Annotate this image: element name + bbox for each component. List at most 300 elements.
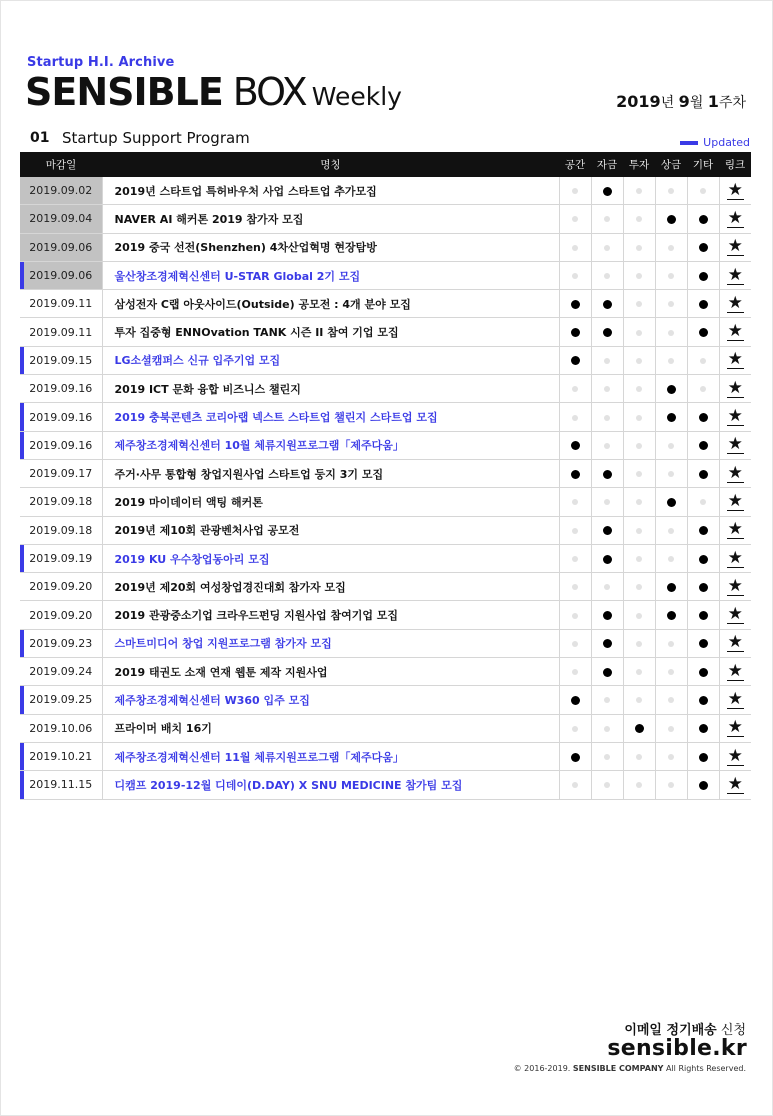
- empty-dot-icon: [604, 358, 610, 364]
- row-deadline: 2019.10.06: [20, 714, 102, 742]
- row-program-name: 제주창조경제혁신센터 11월 체류지원프로그램「제주다움」: [102, 742, 559, 770]
- subscribe-bold: 이메일 정기배송: [624, 1023, 717, 1038]
- empty-dot-icon: [636, 669, 642, 675]
- empty-dot-icon: [668, 443, 674, 449]
- site-link[interactable]: sensible.kr: [607, 1036, 747, 1061]
- row-flag-funding: [591, 233, 623, 261]
- empty-dot-icon: [668, 556, 674, 562]
- row-flag-space: [559, 233, 591, 261]
- table-row: [20, 686, 751, 714]
- row-link: [719, 488, 751, 516]
- row-link: [719, 516, 751, 544]
- star-link-icon[interactable]: ★: [727, 490, 743, 511]
- row-flag-prize: [655, 658, 687, 686]
- table-row: [20, 488, 751, 516]
- table-row: [20, 431, 751, 459]
- row-flag-prize: [655, 290, 687, 318]
- row-link: [719, 403, 751, 431]
- row-flag-space: [559, 431, 591, 459]
- star-link-icon[interactable]: ★: [727, 406, 743, 427]
- empty-dot-icon: [668, 358, 674, 364]
- filled-dot-icon: [699, 639, 708, 648]
- row-flag-other: [687, 686, 719, 714]
- table-row: [20, 629, 751, 657]
- filled-dot-icon: [667, 215, 676, 224]
- row-flag-funding: [591, 629, 623, 657]
- empty-dot-icon: [572, 726, 578, 732]
- row-flag-space: [559, 346, 591, 374]
- empty-dot-icon: [668, 471, 674, 477]
- row-flag-prize: [655, 205, 687, 233]
- filled-dot-icon: [571, 696, 580, 705]
- row-flag-prize: [655, 714, 687, 742]
- row-flag-investment: [623, 742, 655, 770]
- row-program-name: 프라이머 배치 16기: [102, 714, 559, 742]
- row-flag-space: [559, 573, 591, 601]
- filled-dot-icon: [603, 639, 612, 648]
- row-flag-other: [687, 431, 719, 459]
- row-program-name: 2019 태권도 소재 연재 웹툰 제작 지원사업: [102, 658, 559, 686]
- table-row: [20, 375, 751, 403]
- table-row: [20, 544, 751, 572]
- table-row: [20, 233, 751, 261]
- row-flag-other: [687, 290, 719, 318]
- row-flag-funding: [591, 290, 623, 318]
- empty-dot-icon: [604, 782, 610, 788]
- row-flag-investment: [623, 403, 655, 431]
- row-program-name: 2019 관광중소기업 크라우드펀딩 지원사업 참여기업 모집: [102, 601, 559, 629]
- row-link: [719, 601, 751, 629]
- row-link: [719, 318, 751, 346]
- table-row: [20, 771, 751, 799]
- star-link-icon[interactable]: ★: [727, 519, 743, 540]
- row-flag-funding: [591, 318, 623, 346]
- row-flag-space: [559, 261, 591, 289]
- row-flag-space: [559, 318, 591, 346]
- copyright: [514, 1064, 746, 1073]
- star-link-icon[interactable]: ★: [727, 264, 743, 285]
- empty-dot-icon: [668, 330, 674, 336]
- row-flag-funding: [591, 488, 623, 516]
- star-link-icon[interactable]: ★: [727, 236, 743, 257]
- archive-label: Startup H.I. Archive: [27, 55, 175, 70]
- empty-dot-icon: [572, 273, 578, 279]
- empty-dot-icon: [572, 188, 578, 194]
- header-other: 기타: [687, 152, 719, 177]
- table-row: [20, 516, 751, 544]
- row-flag-investment: [623, 346, 655, 374]
- header-investment: 투자: [623, 152, 655, 177]
- filled-dot-icon: [699, 441, 708, 450]
- row-flag-investment: [623, 177, 655, 205]
- row-flag-other: [687, 658, 719, 686]
- empty-dot-icon: [604, 216, 610, 222]
- row-deadline: 2019.09.06: [20, 261, 102, 289]
- row-flag-prize: [655, 346, 687, 374]
- row-flag-space: [559, 771, 591, 799]
- empty-dot-icon: [636, 358, 642, 364]
- row-flag-space: [559, 177, 591, 205]
- copyright-years: © 2016-2019.: [513, 1064, 571, 1073]
- star-link-icon[interactable]: ★: [727, 377, 743, 398]
- week-number-unit: 주차: [718, 95, 746, 111]
- updated-legend-bar: [680, 141, 698, 145]
- empty-dot-icon: [668, 301, 674, 307]
- empty-dot-icon: [636, 415, 642, 421]
- row-deadline: 2019.09.18: [20, 516, 102, 544]
- empty-dot-icon: [572, 669, 578, 675]
- empty-dot-icon: [668, 669, 674, 675]
- filled-dot-icon: [699, 753, 708, 762]
- row-flag-investment: [623, 544, 655, 572]
- row-flag-investment: [623, 488, 655, 516]
- row-flag-investment: [623, 290, 655, 318]
- row-link: [719, 544, 751, 572]
- row-link: [719, 431, 751, 459]
- row-flag-prize: [655, 488, 687, 516]
- filled-dot-icon: [571, 441, 580, 450]
- week-number: 1: [707, 92, 719, 111]
- table-row: [20, 318, 751, 346]
- row-flag-space: [559, 629, 591, 657]
- row-program-name: 2019년 제20회 여성창업경진대회 참가자 모집: [102, 573, 559, 601]
- row-deadline: 2019.09.19: [20, 544, 102, 572]
- empty-dot-icon: [636, 273, 642, 279]
- row-flag-prize: [655, 516, 687, 544]
- filled-dot-icon: [603, 555, 612, 564]
- empty-dot-icon: [636, 584, 642, 590]
- empty-dot-icon: [636, 528, 642, 534]
- row-deadline: 2019.09.23: [20, 629, 102, 657]
- filled-dot-icon: [699, 696, 708, 705]
- star-link-icon[interactable]: ★: [727, 462, 743, 483]
- row-flag-space: [559, 205, 591, 233]
- row-flag-space: [559, 742, 591, 770]
- row-flag-investment: [623, 771, 655, 799]
- star-link-icon[interactable]: ★: [727, 434, 743, 455]
- row-flag-space: [559, 658, 591, 686]
- row-flag-other: [687, 742, 719, 770]
- row-flag-funding: [591, 573, 623, 601]
- row-deadline: 2019.09.25: [20, 686, 102, 714]
- star-link-icon[interactable]: ★: [727, 292, 743, 313]
- logo-box: BOX: [232, 70, 306, 114]
- row-flag-investment: [623, 459, 655, 487]
- empty-dot-icon: [700, 188, 706, 194]
- empty-dot-icon: [668, 782, 674, 788]
- empty-dot-icon: [572, 584, 578, 590]
- empty-dot-icon: [604, 273, 610, 279]
- star-link-icon[interactable]: ★: [727, 604, 743, 625]
- row-flag-investment: [623, 601, 655, 629]
- row-deadline: 2019.09.16: [20, 431, 102, 459]
- filled-dot-icon: [699, 583, 708, 592]
- row-flag-investment: [623, 261, 655, 289]
- row-deadline: 2019.09.20: [20, 573, 102, 601]
- week-year: 2019: [616, 92, 661, 111]
- empty-dot-icon: [636, 245, 642, 251]
- empty-dot-icon: [604, 726, 610, 732]
- star-link-icon[interactable]: ★: [727, 773, 743, 794]
- empty-dot-icon: [636, 754, 642, 760]
- row-deadline: 2019.09.11: [20, 318, 102, 346]
- filled-dot-icon: [571, 300, 580, 309]
- star-link-icon[interactable]: ★: [727, 717, 743, 738]
- empty-dot-icon: [604, 443, 610, 449]
- row-flag-prize: [655, 629, 687, 657]
- row-flag-prize: [655, 233, 687, 261]
- week-month: 9: [678, 92, 690, 111]
- row-flag-prize: [655, 177, 687, 205]
- empty-dot-icon: [572, 386, 578, 392]
- star-link-icon[interactable]: ★: [727, 179, 743, 200]
- row-flag-investment: [623, 714, 655, 742]
- empty-dot-icon: [572, 499, 578, 505]
- row-flag-other: [687, 346, 719, 374]
- empty-dot-icon: [604, 415, 610, 421]
- row-deadline: 2019.09.17: [20, 459, 102, 487]
- row-flag-prize: [655, 375, 687, 403]
- empty-dot-icon: [636, 386, 642, 392]
- section-number: 01: [30, 130, 50, 146]
- row-flag-other: [687, 233, 719, 261]
- empty-dot-icon: [604, 245, 610, 251]
- filled-dot-icon: [699, 215, 708, 224]
- row-flag-prize: [655, 544, 687, 572]
- row-flag-other: [687, 544, 719, 572]
- filled-dot-icon: [667, 611, 676, 620]
- row-flag-space: [559, 488, 591, 516]
- empty-dot-icon: [572, 641, 578, 647]
- table-row: [20, 261, 751, 289]
- row-flag-other: [687, 205, 719, 233]
- empty-dot-icon: [572, 556, 578, 562]
- row-deadline: 2019.09.18: [20, 488, 102, 516]
- row-flag-funding: [591, 375, 623, 403]
- row-flag-investment: [623, 516, 655, 544]
- row-flag-other: [687, 318, 719, 346]
- logo: [25, 70, 402, 114]
- empty-dot-icon: [636, 782, 642, 788]
- filled-dot-icon: [603, 187, 612, 196]
- row-flag-investment: [623, 375, 655, 403]
- row-flag-other: [687, 459, 719, 487]
- row-deadline: 2019.09.04: [20, 205, 102, 233]
- row-flag-investment: [623, 658, 655, 686]
- row-program-name: 2019 KU 우수창업동아리 모집: [102, 544, 559, 572]
- empty-dot-icon: [572, 245, 578, 251]
- empty-dot-icon: [636, 556, 642, 562]
- row-deadline: 2019.09.20: [20, 601, 102, 629]
- empty-dot-icon: [572, 415, 578, 421]
- row-flag-prize: [655, 573, 687, 601]
- empty-dot-icon: [572, 613, 578, 619]
- empty-dot-icon: [636, 641, 642, 647]
- filled-dot-icon: [603, 328, 612, 337]
- empty-dot-icon: [700, 499, 706, 505]
- header-space: 공간: [559, 152, 591, 177]
- empty-dot-icon: [604, 697, 610, 703]
- star-link-icon[interactable]: ★: [727, 207, 743, 228]
- row-program-name: 스마트미디어 창업 지원프로그램 참가자 모집: [102, 629, 559, 657]
- table-row: [20, 459, 751, 487]
- row-program-name: 제주창조경제혁신센터 W360 입주 모집: [102, 686, 559, 714]
- row-program-name: 디캠프 2019-12월 디데이(D.DAY) X SNU MEDICINE 참가팀 모집: [102, 771, 559, 799]
- empty-dot-icon: [636, 613, 642, 619]
- row-program-name: 2019 충북콘텐츠 코리아랩 넥스트 스타트업 챌린지 스타트업 모집: [102, 403, 559, 431]
- row-deadline: 2019.10.21: [20, 742, 102, 770]
- empty-dot-icon: [604, 499, 610, 505]
- empty-dot-icon: [636, 301, 642, 307]
- empty-dot-icon: [700, 358, 706, 364]
- table-row: [20, 346, 751, 374]
- row-deadline: 2019.09.24: [20, 658, 102, 686]
- filled-dot-icon: [667, 583, 676, 592]
- row-flag-other: [687, 261, 719, 289]
- row-deadline: 2019.09.16: [20, 403, 102, 431]
- filled-dot-icon: [571, 753, 580, 762]
- table-row: [20, 601, 751, 629]
- star-link-icon[interactable]: ★: [727, 321, 743, 342]
- row-link: [719, 205, 751, 233]
- star-link-icon[interactable]: ★: [727, 745, 743, 766]
- row-flag-other: [687, 516, 719, 544]
- row-flag-space: [559, 290, 591, 318]
- row-flag-prize: [655, 601, 687, 629]
- row-link: [719, 459, 751, 487]
- star-link-icon[interactable]: ★: [727, 547, 743, 568]
- filled-dot-icon: [603, 611, 612, 620]
- empty-dot-icon: [636, 330, 642, 336]
- row-flag-space: [559, 686, 591, 714]
- row-link: [719, 771, 751, 799]
- row-link: [719, 290, 751, 318]
- table-row: [20, 205, 751, 233]
- empty-dot-icon: [636, 216, 642, 222]
- row-flag-investment: [623, 205, 655, 233]
- row-flag-funding: [591, 544, 623, 572]
- row-program-name: 주거·사무 통합형 창업지원사업 스타트업 둥지 3기 모집: [102, 459, 559, 487]
- star-link-icon[interactable]: ★: [727, 575, 743, 596]
- row-flag-other: [687, 601, 719, 629]
- row-program-name: NAVER AI 해커톤 2019 참가자 모집: [102, 205, 559, 233]
- row-flag-other: [687, 714, 719, 742]
- row-flag-other: [687, 488, 719, 516]
- filled-dot-icon: [699, 272, 708, 281]
- row-flag-prize: [655, 742, 687, 770]
- table-row: [20, 658, 751, 686]
- empty-dot-icon: [604, 386, 610, 392]
- header-prize: 상금: [655, 152, 687, 177]
- filled-dot-icon: [635, 724, 644, 733]
- filled-dot-icon: [699, 611, 708, 620]
- row-flag-investment: [623, 431, 655, 459]
- row-program-name: 2019 중국 선전(Shenzhen) 4차산업혁명 현장탐방: [102, 233, 559, 261]
- row-deadline: 2019.09.02: [20, 177, 102, 205]
- empty-dot-icon: [572, 216, 578, 222]
- filled-dot-icon: [667, 385, 676, 394]
- program-table: [20, 152, 751, 800]
- filled-dot-icon: [571, 470, 580, 479]
- week-year-unit: 년: [660, 95, 679, 111]
- empty-dot-icon: [668, 528, 674, 534]
- filled-dot-icon: [667, 498, 676, 507]
- star-link-icon[interactable]: ★: [727, 349, 743, 370]
- empty-dot-icon: [700, 386, 706, 392]
- header-link: 링크: [719, 152, 751, 177]
- row-flag-other: [687, 375, 719, 403]
- empty-dot-icon: [636, 443, 642, 449]
- week-label: [616, 92, 746, 112]
- table-row: [20, 403, 751, 431]
- row-link: [719, 714, 751, 742]
- empty-dot-icon: [636, 471, 642, 477]
- row-link: [719, 346, 751, 374]
- filled-dot-icon: [699, 470, 708, 479]
- row-program-name: 2019 ICT 문화 융합 비즈니스 챌린지: [102, 375, 559, 403]
- row-flag-other: [687, 629, 719, 657]
- row-flag-prize: [655, 261, 687, 289]
- row-program-name: 삼성전자 C랩 아웃사이드(Outside) 공모전 : 4개 분야 모집: [102, 290, 559, 318]
- table-row: [20, 177, 751, 205]
- filled-dot-icon: [699, 300, 708, 309]
- row-flag-funding: [591, 177, 623, 205]
- star-link-icon[interactable]: ★: [727, 688, 743, 709]
- row-flag-funding: [591, 403, 623, 431]
- row-link: [719, 177, 751, 205]
- row-flag-investment: [623, 233, 655, 261]
- header-deadline: 마감일: [20, 152, 102, 177]
- filled-dot-icon: [699, 243, 708, 252]
- row-flag-investment: [623, 573, 655, 601]
- filled-dot-icon: [699, 526, 708, 535]
- row-deadline: 2019.09.11: [20, 290, 102, 318]
- row-flag-prize: [655, 403, 687, 431]
- row-deadline: 2019.09.15: [20, 346, 102, 374]
- star-link-icon[interactable]: ★: [727, 632, 743, 653]
- row-program-name: 울산창조경제혁신센터 U-STAR Global 2기 모집: [102, 261, 559, 289]
- empty-dot-icon: [636, 499, 642, 505]
- copyright-company: SENSIBLE COMPANY: [572, 1064, 664, 1073]
- header-name: 명칭: [102, 152, 559, 177]
- row-flag-space: [559, 516, 591, 544]
- star-link-icon[interactable]: ★: [727, 660, 743, 681]
- section-title: Startup Support Program: [62, 129, 250, 147]
- row-flag-funding: [591, 346, 623, 374]
- row-flag-funding: [591, 742, 623, 770]
- table-row: [20, 573, 751, 601]
- filled-dot-icon: [699, 413, 708, 422]
- logo-weekly: Weekly: [311, 82, 402, 111]
- row-flag-funding: [591, 205, 623, 233]
- empty-dot-icon: [668, 726, 674, 732]
- empty-dot-icon: [668, 754, 674, 760]
- row-flag-other: [687, 573, 719, 601]
- row-flag-investment: [623, 318, 655, 346]
- row-program-name: 2019년 제10회 관광벤처사업 공모전: [102, 516, 559, 544]
- filled-dot-icon: [699, 555, 708, 564]
- row-flag-prize: [655, 686, 687, 714]
- row-program-name: LG소셜캠퍼스 신규 입주기업 모집: [102, 346, 559, 374]
- row-link: [719, 742, 751, 770]
- empty-dot-icon: [572, 528, 578, 534]
- empty-dot-icon: [572, 782, 578, 788]
- empty-dot-icon: [668, 245, 674, 251]
- row-flag-prize: [655, 459, 687, 487]
- empty-dot-icon: [604, 584, 610, 590]
- row-flag-space: [559, 459, 591, 487]
- empty-dot-icon: [668, 641, 674, 647]
